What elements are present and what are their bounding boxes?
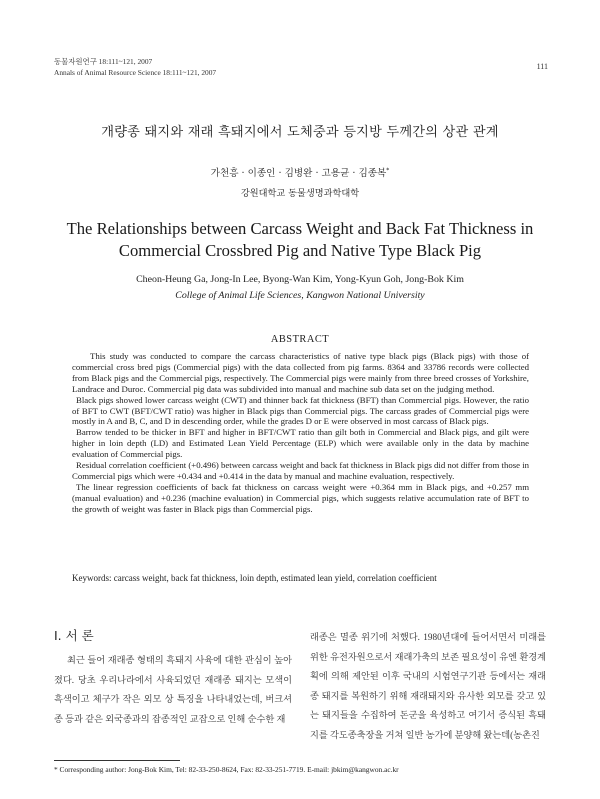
corresponding-author-footnote: * Corresponding author: Jong-Bok Kim, Tel: 82-33-250-8624, Fax: 82-33-251-7719. E-mail: jbkim@kangwon.ac.kr (54, 765, 399, 774)
english-affiliation: College of Animal Life Sciences, Kangwon National University (175, 290, 425, 301)
korean-affiliation: 강원대학교 동물생명과학대학 (240, 188, 360, 199)
korean-author-names: 가천흥 · 이종인 · 김병완 · 고용균 · 김종복 (210, 168, 387, 179)
body-column-right (310, 628, 546, 746)
abstract-paragraph: This study was conducted to compare the carcass characteristics of native type black pigs (Black pigs) with those of commercial cross bred pigs (Commercial pigs) with the data collected from pig farms. 8364 and 33786 records were collected from Black pigs and the Commercial pigs, respectively. The Commercial pigs were mainly from three breed crosses of Yorkshire, Landrace and Duroc. Commercial pig data was subdivided into manual and machine sub data set on the judging method. (72, 351, 529, 394)
body-paragraph: 최근 들어 재래종 형태의 흑돼지 사육에 대한 관심이 높아졌다. 당초 우리나라에서 사육되었던 재래종 돼지는 모색이 흑색이고 체구가 작은 외모 상 특징을 나타내었는데, 버크셔종 등과 같은 외국종과의 잡종적인 교잡으로 인해 순수한 재 (54, 655, 292, 724)
abstract-paragraph: Black pigs showed lower carcass weight (CWT) and thinner back fat thickness (BFT) than Commercial pigs. However, the ratio of BFT to CWT (BFT/CWT ratio) was higher in Black pigs than Commercial pigs. The carcass grades of Commercial pigs were mostly in A and B, C, and D in descending order, while the grades D or E were observed in most carcass of Black pigs. (72, 394, 529, 427)
english-title-line-1: The Relationships between Carcass Weight and Back Fat Thickness in (66, 219, 534, 238)
body-paragraph: 래종은 멸종 위기에 처했다. 1980년대에 들어서면서 미래를 위한 유전자원으로서 재래가축의 보존 필요성이 유엔 환경계획에 의해 제안된 이후 국내의 시험연구기관 등에서는 재래종 돼지를 복원하기 위해 재래돼지와 유사한 외모를 갖고 있는 돼지들을 수집하여 돈군을 육성하고 여기서 증식된 흑돼지를 각도종축장을 거쳐 일반 농가에 분양해 왔는데(농촌진 (310, 632, 546, 740)
journal-header (54, 57, 216, 78)
abstract-paragraph: The linear regression coefficients of back fat thickness on carcass weight were +0.364 mm in Black pigs, and +0.257 mm (manual evaluation) and +0.236 (machine evaluation) in Commercial pigs, which suggests relative accumulation rate of BFT to the growth of weight was faster in Black pigs than Commercial pigs. (72, 481, 529, 514)
page-number: 111 (536, 62, 548, 71)
abstract-paragraph: Residual correlation coefficient (+0.496) between carcass weight and back fat thickness in Black pigs did not differ from those in Commercial pigs which were +0.434 and +0.414 in the data by manual and machine evaluation, respectively. (72, 460, 529, 481)
english-authors: Cheon-Heung Ga, Jong-In Lee, Byong-Wan Kim, Yong-Kyun Goh, Jong-Bok Kim (136, 274, 464, 285)
journal-name-korean: 동물자원연구 18:111~121, 2007 (54, 57, 153, 66)
corresponding-author-mark: * (386, 166, 390, 174)
english-title-line-2: Commercial Crossbred Pig and Native Type Black Pig (118, 241, 482, 260)
korean-title: 개량종 돼지와 재래 흑돼지에서 도체중과 등지방 두께간의 상관 관계 (101, 125, 499, 140)
korean-authors (0, 165, 600, 179)
keywords: Keywords: carcass weight, back fat thickness, loin depth, estimated lean yield, correlation coefficient (72, 573, 437, 583)
footnote-divider (54, 760, 180, 761)
abstract-heading: ABSTRACT (270, 334, 330, 345)
body-column-left (54, 651, 292, 729)
english-title (40, 218, 560, 262)
section-heading-introduction: Ⅰ. 서 론 (54, 628, 94, 643)
abstract-body (72, 351, 529, 515)
journal-name-english: Annals of Animal Resource Science 18:111~121, 2007 (54, 67, 217, 77)
abstract-paragraph: Barrow tended to be thicker in BFT and higher in BFT/CWT ratio than gilt both in Commercial and Black pigs, and gilt were higher in loin depth (LD) and Estimated Lean Yield Percentage (ELP) which were available only in the data by machine evaluation of Commercial pigs. (72, 427, 529, 460)
